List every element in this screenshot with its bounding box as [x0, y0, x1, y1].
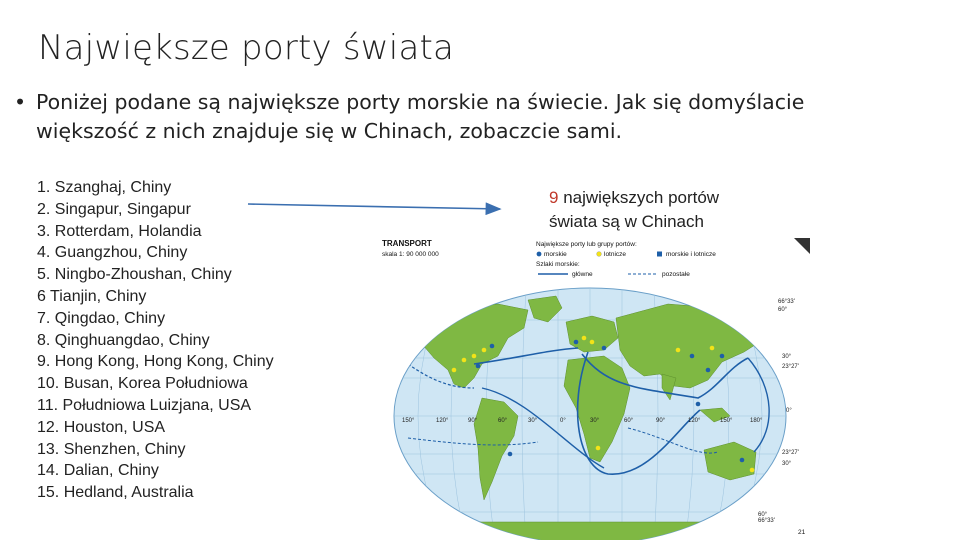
svg-text:90°: 90° [656, 418, 666, 424]
svg-text:66°33': 66°33' [778, 299, 795, 305]
legend-port-sea: morskie [544, 251, 567, 258]
air-port-icon [597, 252, 602, 257]
list-item: 13. Shenzhen, Chiny [37, 440, 186, 458]
map-title: TRANSPORT [382, 239, 432, 248]
intro-text: Poniżej podane są największe porty morskie na świecie. Jak się domyślacie większość z nich znajduje się w Chinach, zobaczcie sami. [36, 90, 805, 143]
svg-text:30°: 30° [528, 418, 538, 424]
world-transport-map [378, 238, 810, 540]
list-item: 5. Ningbo-Zhoushan, Chiny [37, 266, 232, 284]
callout-number: 9 [549, 188, 559, 207]
svg-text:60°: 60° [758, 512, 768, 518]
list-item: 12. Houston, USA [37, 418, 166, 436]
bullet-icon: • [14, 90, 27, 114]
svg-text:120°: 120° [688, 418, 701, 424]
list-item: 7. Qingdao, Chiny [37, 309, 166, 327]
svg-text:60°: 60° [498, 418, 508, 424]
list-item: 11. Południowa Luizjana, USA [37, 396, 252, 414]
callout-text-line2: świata są w Chinach [549, 212, 704, 231]
map-page-number: 21 [798, 529, 806, 536]
legend-routes-heading: Szlaki morskie: [536, 261, 580, 268]
list-item: 14. Dalian, Chiny [37, 462, 159, 480]
list-item: 9. Hong Kong, Hong Kong, Chiny [37, 353, 274, 371]
map-legend [536, 241, 716, 278]
legend-port-both: morskie i lotnicze [666, 251, 716, 258]
legend-route-other: pozostałe [662, 271, 690, 278]
svg-text:0°: 0° [560, 418, 566, 424]
list-item: 1. Szanghaj, Chiny [37, 179, 172, 196]
list-item: 3. Rotterdam, Holandia [37, 222, 202, 240]
svg-text:60°: 60° [778, 307, 788, 313]
svg-text:66°33': 66°33' [758, 518, 775, 524]
svg-text:60°: 60° [624, 418, 634, 424]
legend-heading: Największe porty lub grupy portów: [536, 241, 637, 248]
list-item: 10. Busan, Korea Południowa [37, 375, 248, 393]
page-corner [794, 238, 810, 254]
svg-text:180°: 180° [750, 418, 763, 424]
legend-route-main: główne [572, 271, 593, 278]
sea-air-port-icon [657, 252, 662, 257]
list-item: 2. Singapur, Singapur [37, 200, 191, 218]
svg-text:120°: 120° [436, 418, 449, 424]
svg-text:23°27': 23°27' [782, 364, 799, 370]
list-item: 6 Tianjin, Chiny [37, 287, 147, 305]
intro-paragraph [14, 88, 844, 146]
svg-text:30°: 30° [590, 418, 600, 424]
svg-text:23°27': 23°27' [782, 450, 799, 456]
svg-text:0°: 0° [786, 408, 792, 414]
list-item: 15. Hedland, Australia [37, 484, 194, 502]
svg-text:150°: 150° [720, 418, 733, 424]
ports-list [37, 177, 274, 504]
sea-port-icon [537, 252, 542, 257]
list-item: 8. Qinghuangdao, Chiny [37, 331, 210, 349]
svg-text:90°: 90° [468, 418, 478, 424]
svg-text:30°: 30° [782, 461, 792, 467]
callout [549, 186, 789, 234]
arrow-icon [246, 196, 516, 216]
legend-port-air: lotnicze [604, 251, 627, 258]
svg-text:30°: 30° [782, 354, 792, 360]
map-scale: skala 1: 90 000 000 [382, 251, 439, 258]
callout-text-line1: największych portów [558, 188, 720, 207]
list-item: 4. Guangzhou, Chiny [37, 244, 188, 262]
svg-text:150°: 150° [402, 418, 415, 424]
slide-title: Największe porty świata [38, 28, 455, 68]
